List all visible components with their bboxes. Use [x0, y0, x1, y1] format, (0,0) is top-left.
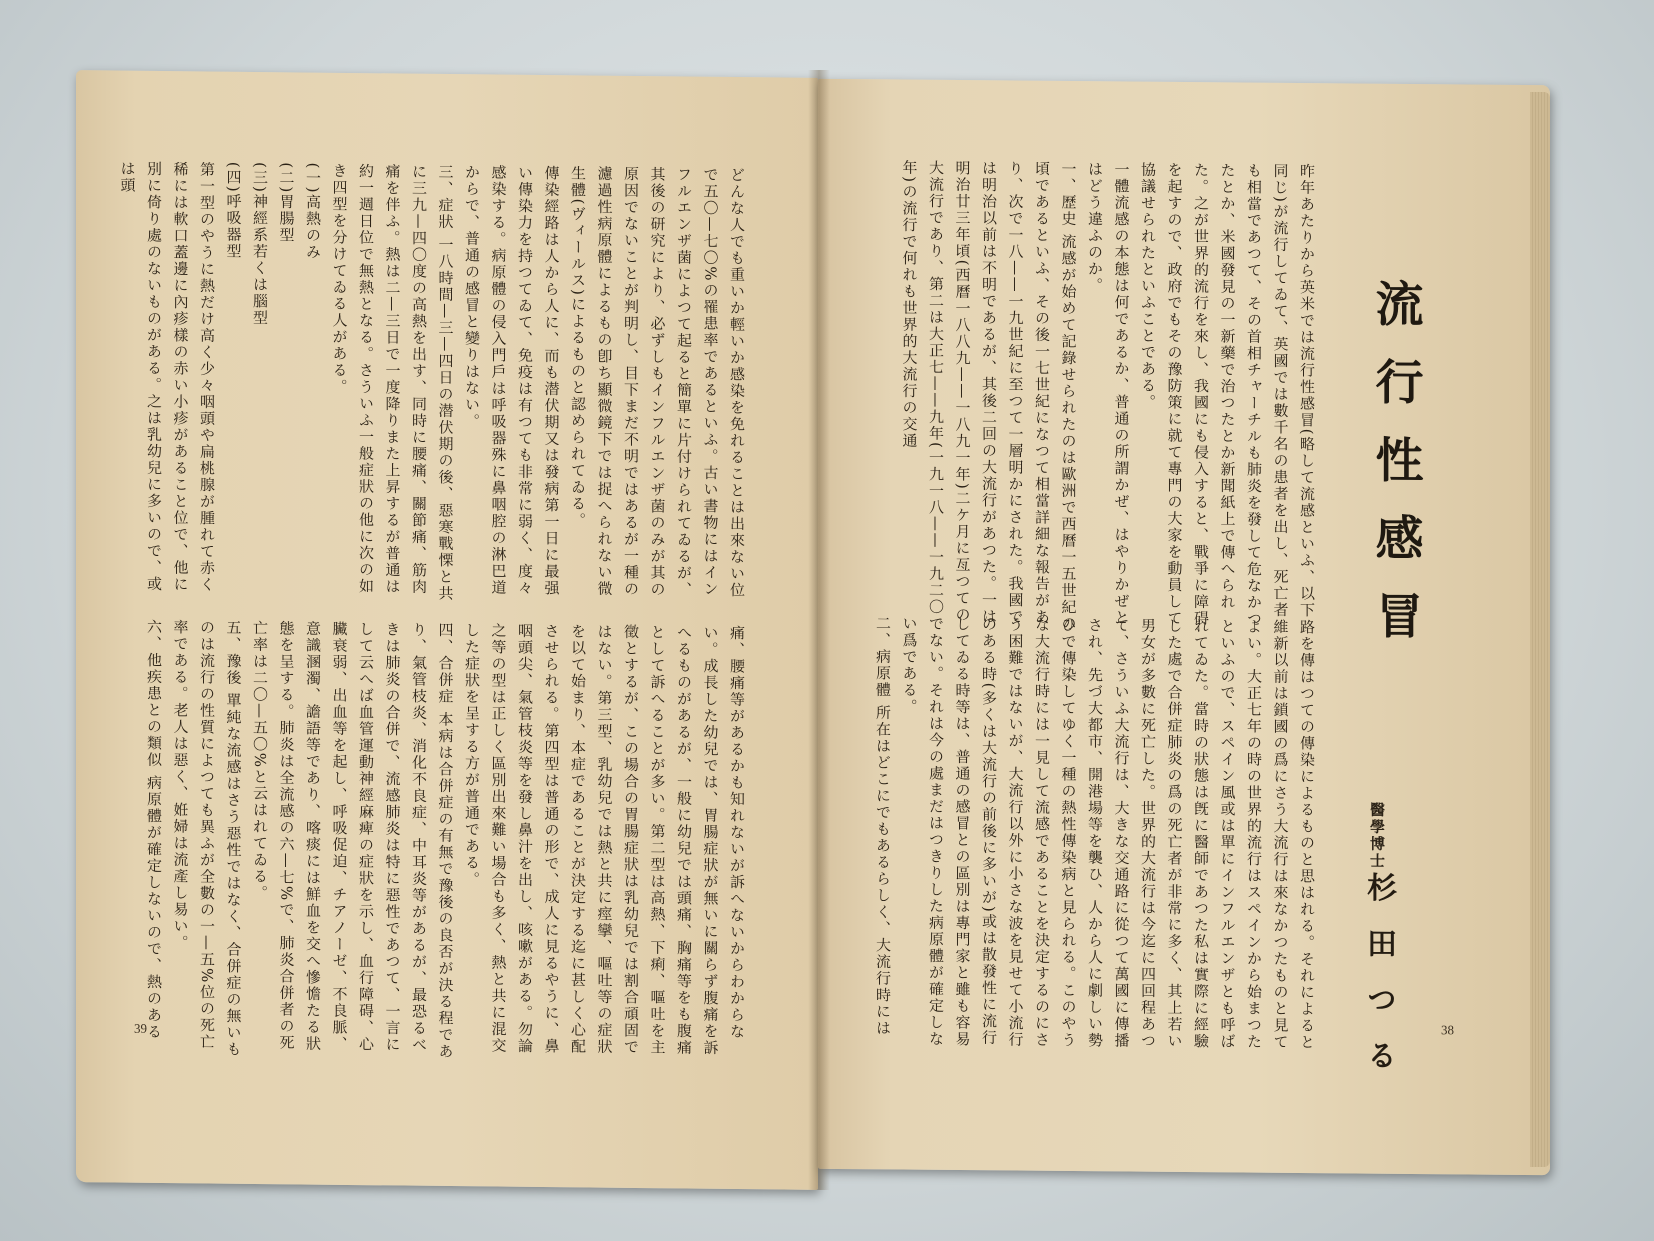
- author-degree: 醫學博士: [1368, 801, 1386, 870]
- article-title: 流行性感冒: [1367, 278, 1423, 670]
- page-stack-edge: [1530, 92, 1550, 1167]
- author-name: 杉田つる: [1361, 871, 1396, 1096]
- right-page-lower-text: 路を傳はつての傳染によるものと思はれる。それによると維新以前は鎖國の爲にさう大流行は來なかつたものと見てよい。大正七年の時の世界的流行はスペインから始まつたといふので、スペイン風或は單にインフルエンザとも呼ばれてゐた。當時の狀態は旣に醫師であつた私は實際に經驗した處で合併症肺炎の爲の死亡者が非常に多く、其上若い男女が多數に死亡した。世界的大流行は今迄に四回程あつて、さういふ大流行は、大きな交通路に從つて萬國に傳播され、先づ大都市、開港場等を襲ひ、人から人に劇しい勢ひで傳染してゆく一種の熱性傳染病と見られる。このやうな大流行時には一見して流感であることを決定するのにさう困難ではないが、大流行以外に小さな波を見せて小流行のある時(多くは大流行の前後に多いが)或は散發性に流行してゐる時等は、普通の感冒との區別は專門家と雖も容易でない。それは今の處まだはつきりした病原體が確定しない爲である。 二、病原體 所在はどこにでもあるらしく、大流行時には: [874, 615, 1316, 1051]
- left-page: [76, 70, 818, 1190]
- left-page-upper-text: どんな人でも重いか輕いか感染を免れることは出來ない位で五〇—七〇%の罹患率であるといふ。古い書物にはインフルエンザ菌によつて起ると簡單に片付けられてゐるが、其後の研究により、必ずしもインフルエンザ菌のみが其の原因でないことが判明し、目下まだ不明ではあるが一種の濾過性病原體によるもの卽ち顯微鏡下では捉へられない微生體(ヴィールス)によるものと認められてゐる。 傳染經路は人から人に、而も潜伏期又は發病第一日に最强い傳染力を持つてゐて、免疫は有つても非常に弱く、度々感染する。病原體の侵入門戶は呼吸器殊に鼻咽腔の淋巴道からで、普通の感冒と變りはない。 三、症狀 一八時間—三—四日の潜伏期の後、惡寒戰慄と共に三九—四〇度の高熱を出す、同時に腰痛、關節痛、筋肉痛を伴ふ。熱は二—三日で一度降りまた上昇するが普通は約一週日位で無熱となる。さういふ一般症狀の他に次の如き四型を分けてゐる人がある。 (一)高熱のみ (二)胃腸型 (三)神經系若くは腦型 (四)呼吸器型 第一型のやうに熱だけ高く少々咽頭や扁桃腺が腫れて赤く稀には軟口蓋邊に內疹樣の赤い小疹があること位で、他に別に倚り處のないものがある。之は乳幼兒に多いので、或は頭: [118, 160, 746, 603]
- book-gutter: [808, 70, 830, 1190]
- right-page: [818, 79, 1550, 1175]
- left-page-lower-text: 痛、腰痛等があるかも知れないが訴へないからわからない。成長した幼兒では、胃腸症狀が無いに關らず腹痛を訴へるものがあるが、一般に幼兒では頭痛、胸痛等をも腹痛として訴へることが多い。第二型は高熱、下痢、嘔吐を主徵とするが、この場合の胃腸症狀は乳幼兒では割合頑固ではない。第三型、乳幼兒では熱と共に痙攣、嘔吐等の症狀を以て始まり、本症であることが決定する迄に甚しく心配させられる。第四型は普通の形で、成人に見るやうに、鼻咽頭尖、氣管枝炎等を發し鼻汁を出し、咳嗽がある。勿論之等の型は正しく區別出來難い場合も多く、熱と共に混交した症狀を呈する方が普通である。 四、合併症 本病は合併症の有無で豫後の良否が決る程であり、氣管枝炎、消化不良症、中耳炎等があるが、最恐るべきは肺炎の合併で、流感肺炎は特に惡性であつて、一言にして云へば血管運動神經麻痺の症狀を示し、血行障碍、心臟衰弱、出血等を起し、呼吸促迫、チアノーゼ、不良脈、意識溷濁、譫語等であり、喀痰には鮮血を交へ慘憺たる狀態を呈する。肺炎は全流感の六—七%で、肺炎合併者の死亡率は二〇—五〇%と云はれてゐる。 五、豫後 單純な流感はさう惡性ではなく、合併症の無いものは流行の性質によつても異ふが全數の一—五%位の死亡率である。老人は惡く、姙婦は流產し易い。 六、他疾患との類似 病原體が確定しないので、熱のある: [145, 618, 746, 1061]
- right-page-number: 38: [1441, 1022, 1454, 1038]
- left-page-number: 39: [134, 1020, 147, 1036]
- right-page-upper-text: 昨年あたりから英米では流行性感冒(略して流感といふ、以下同じ)が流行してゐて、英國では數千名の患者を出し、死亡者も相當であつて、その首相チャーチルも肺炎を發して危なかつたとか、米國發見の一新藥で治つたとか新聞紙上で傳へられた。之が世界的流行を來し、我國にも侵入すると、戰爭に障碍を起すので、政府でもその豫防策に就て專門の大家を動員して協議せられたといふことである。 一體流感の本態は何であるか、普通の所謂かぜ、はやりかぜとはどう違ふのか。 一、歷史 流感が始めて記錄せられたのは歐洲で西曆一五世紀の頃であるといふ、その後一七世紀になつて相當詳細な報告があり、次で一八——一九世紀に至つて一層明かにされた。我國では明治以前は不明であるが、其後二回の大流行があつた。一は明治廿三年頃(西曆一八八九——一八九一年)二ケ月に亙つての大流行であり、第二は大正七——九年(一九一八——一九二〇年)の流行で何れも世界的大流行の交通: [900, 159, 1316, 633]
